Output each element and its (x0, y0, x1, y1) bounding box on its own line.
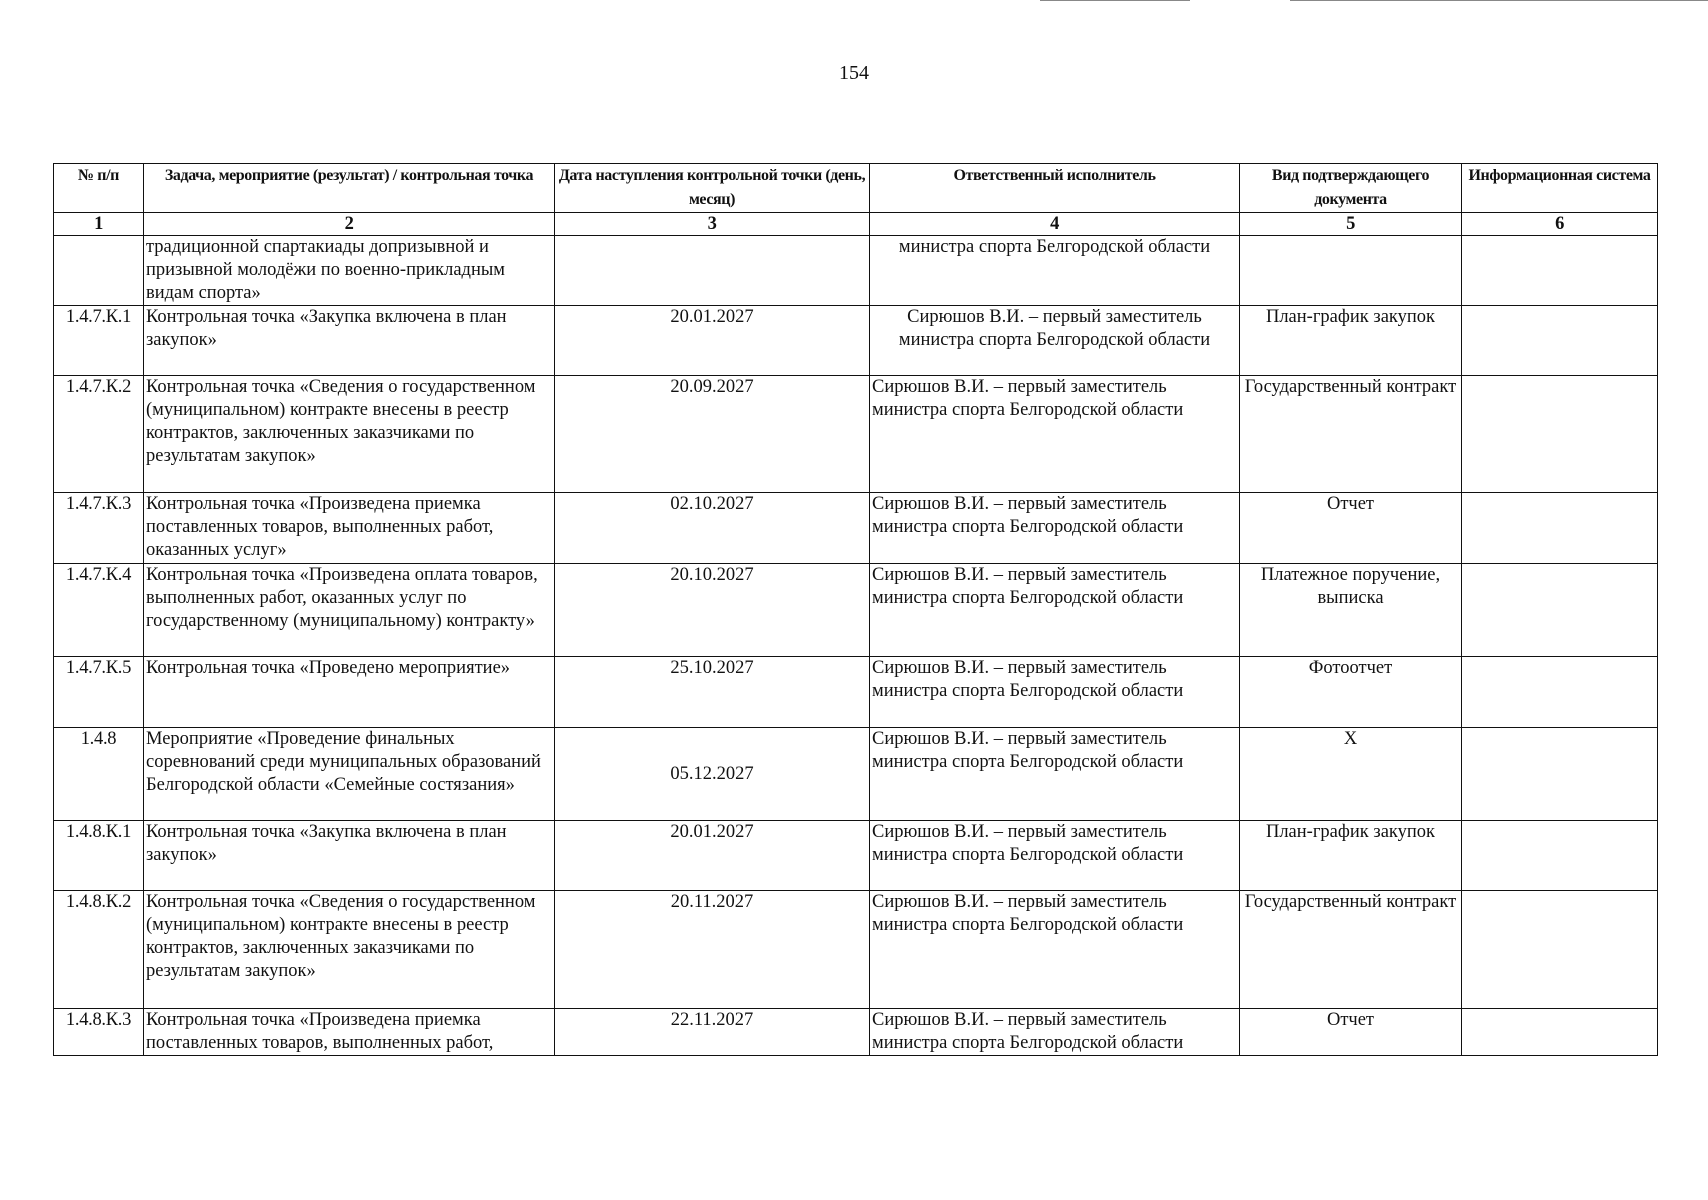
cell-system (1462, 728, 1658, 821)
cell-document: Х (1240, 728, 1462, 821)
cell-no: 1.4.7.К.5 (54, 657, 144, 728)
table-row (54, 306, 1658, 376)
cell-system (1462, 376, 1658, 493)
table-row (54, 891, 1658, 1009)
cell-date (555, 236, 870, 306)
header-task: Задача, мероприятие (результат) / контрольная точка (144, 164, 555, 213)
column-number-row (54, 213, 1658, 236)
column-number: 5 (1240, 213, 1462, 236)
cell-date: 22.11.2027 (555, 1009, 870, 1056)
cell-document: Платежное поручение, выписка (1240, 564, 1462, 657)
table-row (54, 376, 1658, 493)
cell-document: Фотоотчет (1240, 657, 1462, 728)
cell-no: 1.4.8.К.3 (54, 1009, 144, 1056)
table-row (54, 728, 1658, 821)
table-row (54, 493, 1658, 564)
cell-document: План-график закупок (1240, 821, 1462, 891)
cell-executor: министра спорта Белгородской области (870, 236, 1240, 306)
header-no: № п/п (54, 164, 144, 213)
cell-task: Контрольная точка «Произведена приемка поставленных товаров, выполненных работ, (144, 1009, 555, 1056)
cell-task: Мероприятие «Проведение финальных соревнований среди муниципальных образований Белгородской области «Семейные состязания» (144, 728, 555, 821)
cell-task: Контрольная точка «Проведено мероприятие» (144, 657, 555, 728)
column-number: 4 (870, 213, 1240, 236)
cell-date: 20.09.2027 (555, 376, 870, 493)
cell-date: 25.10.2027 (555, 657, 870, 728)
cell-document (1240, 236, 1462, 306)
cell-executor: Сирюшов В.И. – первый заместитель министра спорта Белгородской области (870, 821, 1240, 891)
table-row (54, 236, 1658, 306)
cell-date: 20.11.2027 (555, 891, 870, 1009)
table-row (54, 821, 1658, 891)
cell-date: 02.10.2027 (555, 493, 870, 564)
scan-top-rule (1290, 0, 1708, 1)
cell-date: 20.01.2027 (555, 306, 870, 376)
cell-document: Государственный контракт (1240, 376, 1462, 493)
cell-no: 1.4.7.К.4 (54, 564, 144, 657)
header-system: Информационная система (1462, 164, 1658, 213)
header-document: Вид подтверждающего документа (1240, 164, 1462, 213)
cell-date: 05.12.2027 (555, 728, 870, 821)
cell-executor: Сирюшов В.И. – первый заместитель министра спорта Белгородской области (870, 891, 1240, 1009)
column-number: 1 (54, 213, 144, 236)
cell-task: Контрольная точка «Закупка включена в план закупок» (144, 821, 555, 891)
cell-no: 1.4.7.К.1 (54, 306, 144, 376)
cell-executor: Сирюшов В.И. – первый заместитель министра спорта Белгородской области (870, 493, 1240, 564)
cell-no: 1.4.8 (54, 728, 144, 821)
table-header-row (54, 164, 1658, 213)
cell-task: Контрольная точка «Закупка включена в план закупок» (144, 306, 555, 376)
cell-no: 1.4.7.К.2 (54, 376, 144, 493)
cell-system (1462, 493, 1658, 564)
cell-date: 20.01.2027 (555, 821, 870, 891)
cell-no: 1.4.7.К.3 (54, 493, 144, 564)
cell-executor: Сирюшов В.И. – первый заместитель министра спорта Белгородской области (870, 564, 1240, 657)
header-executor: Ответственный исполнитель (870, 164, 1240, 213)
cell-no (54, 236, 144, 306)
cell-executor: Сирюшов В.И. – первый заместитель министра спорта Белгородской области (870, 376, 1240, 493)
cell-no: 1.4.8.К.1 (54, 821, 144, 891)
cell-task: Контрольная точка «Сведения о государственном (муниципальном) контракте внесены в реестр контрактов, заключенных заказчиками по результатам закупок» (144, 376, 555, 493)
table-row (54, 657, 1658, 728)
column-number: 6 (1462, 213, 1658, 236)
cell-document: Отчет (1240, 493, 1462, 564)
column-number: 3 (555, 213, 870, 236)
table-row (54, 564, 1658, 657)
cell-system (1462, 821, 1658, 891)
header-date: Дата наступления контрольной точки (день, месяц) (555, 164, 870, 213)
cell-date: 20.10.2027 (555, 564, 870, 657)
cell-system (1462, 891, 1658, 1009)
cell-system (1462, 1009, 1658, 1056)
cell-document: Отчет (1240, 1009, 1462, 1056)
cell-system (1462, 564, 1658, 657)
cell-executor: Сирюшов В.И. – первый заместитель министра спорта Белгородской области (870, 657, 1240, 728)
cell-task: традиционной спартакиады допризывной и призывной молодёжи по военно-прикладным видам спорта» (144, 236, 555, 306)
cell-task: Контрольная точка «Сведения о государственном (муниципальном) контракте внесены в реестр контрактов, заключенных заказчиками по результатам закупок» (144, 891, 555, 1009)
cell-document: План-график закупок (1240, 306, 1462, 376)
cell-executor: Сирюшов В.И. – первый заместитель министра спорта Белгородской области (870, 728, 1240, 821)
page-number: 154 (839, 62, 869, 84)
cell-task: Контрольная точка «Произведена приемка поставленных товаров, выполненных работ, оказанных услуг» (144, 493, 555, 564)
cell-system (1462, 657, 1658, 728)
cell-system (1462, 306, 1658, 376)
control-points-table (53, 163, 1658, 1056)
table-row (54, 1009, 1658, 1056)
cell-document: Государственный контракт (1240, 891, 1462, 1009)
cell-executor: Сирюшов В.И. – первый заместитель министра спорта Белгородской области (870, 306, 1240, 376)
cell-system (1462, 236, 1658, 306)
cell-task: Контрольная точка «Произведена оплата товаров, выполненных работ, оказанных услуг по государственному (муниципальному) контракту» (144, 564, 555, 657)
column-number: 2 (144, 213, 555, 236)
cell-executor: Сирюшов В.И. – первый заместитель министра спорта Белгородской области (870, 1009, 1240, 1056)
cell-no: 1.4.8.К.2 (54, 891, 144, 1009)
scan-top-rule (1040, 0, 1190, 1)
